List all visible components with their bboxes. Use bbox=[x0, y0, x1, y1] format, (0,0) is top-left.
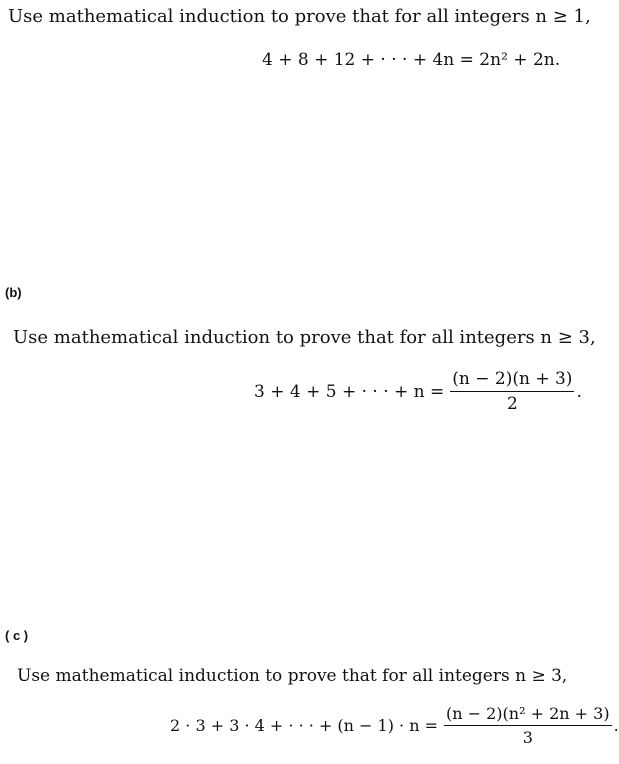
problem-c-label: ( c ) bbox=[5, 628, 29, 643]
problem-b-numerator: (n − 2)(n + 3) bbox=[450, 369, 574, 392]
problem-b-denominator: 2 bbox=[506, 394, 518, 414]
problem-c-numerator: (n − 2)(n² + 2n + 3) bbox=[444, 704, 612, 726]
problem-b-prompt: Use mathematical induction to prove that for all integers n ≥ 3, bbox=[13, 327, 596, 348]
problem-b-fraction bbox=[450, 369, 574, 414]
problem-b-label: (b) bbox=[5, 285, 22, 300]
problem-b-period: . bbox=[576, 381, 582, 402]
problem-c-prompt: Use mathematical induction to prove that for all integers n ≥ 3, bbox=[17, 666, 568, 686]
problem-a-prompt: Use mathematical induction to prove that for all integers n ≥ 1, bbox=[8, 6, 591, 27]
problem-c-equation bbox=[170, 704, 619, 747]
problem-c-lhs: 2 · 3 + 3 · 4 + · · · + (n − 1) · n = bbox=[170, 716, 438, 735]
problem-a-equation bbox=[262, 50, 560, 70]
problem-b-equation bbox=[254, 369, 582, 414]
problem-c-fraction bbox=[444, 704, 612, 747]
problem-c-period: . bbox=[613, 716, 619, 735]
problem-c-denominator: 3 bbox=[522, 728, 533, 747]
problem-b-lhs: 3 + 4 + 5 + · · · + n = bbox=[254, 381, 445, 402]
problem-a-equation-text: 4 + 8 + 12 + · · · + 4n = 2n² + 2n. bbox=[262, 50, 561, 70]
